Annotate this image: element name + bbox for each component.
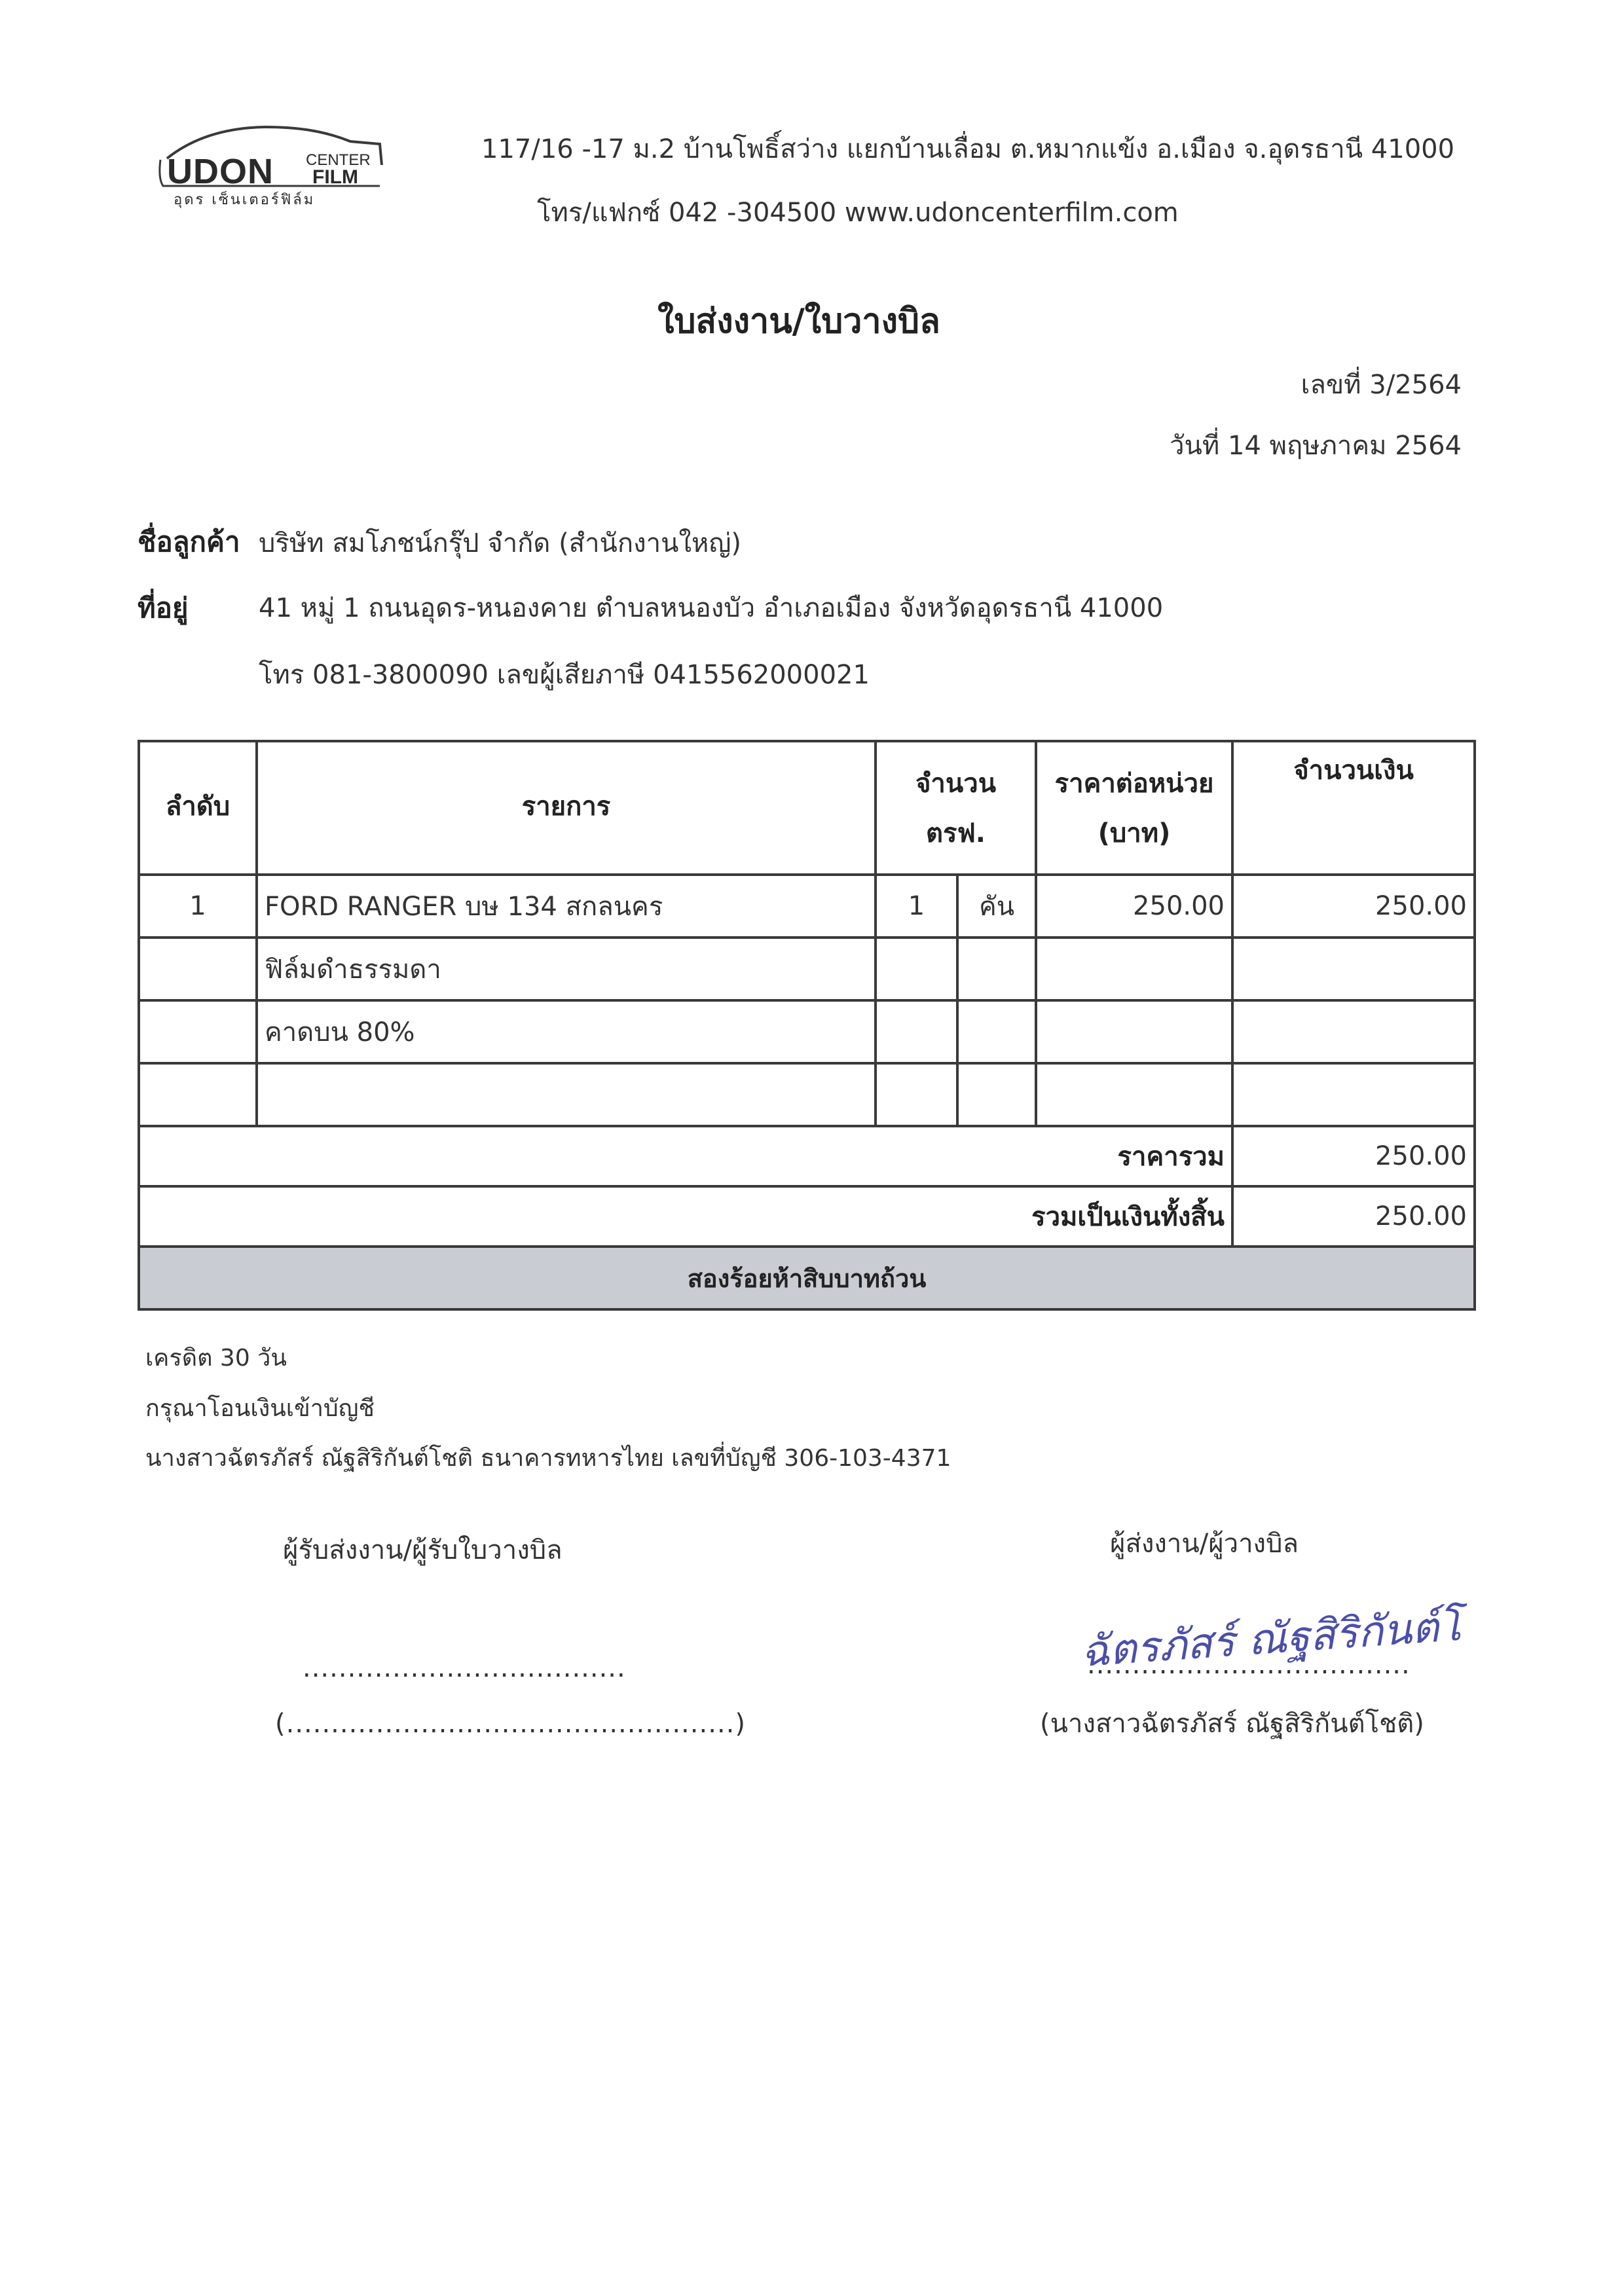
row-item — [257, 1063, 876, 1126]
credit-note: เครดิต 30 วัน — [145, 1345, 287, 1372]
row-unit — [957, 1000, 1036, 1063]
header-item: รายการ — [257, 741, 876, 875]
receiver-caption: ผู้รับส่งงาน/ผู้รับใบวางบิล — [283, 1535, 563, 1565]
header-qty-bottom: ตรฟ. — [876, 808, 1036, 875]
total-value: 250.00 — [1232, 1186, 1475, 1247]
row-qty: 1 — [876, 875, 957, 938]
amount-in-words-row — [139, 1247, 1475, 1309]
table-header-row — [139, 741, 1475, 808]
logo-center-text: CENTER — [306, 151, 371, 169]
row-amount — [1232, 1063, 1475, 1126]
logo-film-text: FILM — [312, 166, 358, 188]
row-qty — [876, 1000, 957, 1063]
row-price — [1036, 1000, 1232, 1063]
header-price-bottom: (บาท) — [1036, 808, 1232, 875]
document-date: วันที่ 14 พฤษภาคม 2564 — [1170, 431, 1462, 461]
row-price: 250.00 — [1036, 875, 1232, 938]
document-title: ใบส่งงาน/ใบวางบิล — [657, 302, 940, 341]
logo-udon-text: UDON — [167, 152, 274, 191]
row-item: ฟิล์มดำธรรมดา — [257, 938, 876, 1000]
subtotal-row — [139, 1126, 1475, 1186]
company-address: 117/16 -17 ม.2 บ้านโพธิ์สว่าง แยกบ้านเลื่อม ต.หมากแข้ง อ.เมือง จ.อุดรธานี 41000 — [481, 134, 1455, 164]
subtotal-value: 250.00 — [1232, 1126, 1475, 1186]
transfer-note: กรุณาโอนเงินเข้าบัญชี — [145, 1395, 375, 1422]
row-amount: 250.00 — [1232, 875, 1475, 938]
bank-account-note: นางสาวฉัตรภัสร์ ณัฐสิริกันต์โชติ ธนาคารทหารไทย เลขที่บัญชี 306-103-4371 — [145, 1445, 951, 1472]
header-no: ลำดับ — [139, 741, 257, 875]
sender-caption: ผู้ส่งงาน/ผู้วางบิล — [1110, 1529, 1299, 1559]
row-price — [1036, 938, 1232, 1000]
total-row — [139, 1186, 1475, 1247]
customer-contact: โทร 081-3800090 เลขผู้เสียภาษี 0415562000021 — [259, 660, 870, 690]
sender-name: (นางสาวฉัตรภัสร์ ณัฐสิริกันต์โชติ) — [1040, 1709, 1424, 1739]
subtotal-label: ราคารวม — [139, 1126, 1232, 1186]
row-no: 1 — [139, 875, 257, 938]
row-amount — [1232, 938, 1475, 1000]
customer-name-label: ชื่อลูกค้า — [138, 526, 240, 558]
row-no — [139, 1063, 257, 1126]
company-contact: โทร/แฟกซ์ 042 -304500 www.udoncenterfilm.com — [537, 198, 1179, 228]
row-price — [1036, 1063, 1232, 1126]
row-unit: คัน — [957, 875, 1036, 938]
sender-signature-line: .................................... — [1087, 1650, 1411, 1680]
signature-text: ฉัตรภัสร์ ณัฐสิริกันต์โชติ — [1079, 1597, 1467, 1677]
row-unit — [957, 938, 1036, 1000]
items-table — [138, 740, 1476, 1311]
row-qty — [876, 938, 957, 1000]
document-number: เลขที่ 3/2564 — [1301, 370, 1462, 400]
table-row — [139, 938, 1475, 1000]
header-amount: จำนวนเงิน — [1232, 741, 1475, 875]
row-qty — [876, 1063, 957, 1126]
company-logo — [154, 118, 390, 210]
table-row — [139, 875, 1475, 938]
car-logo-icon — [154, 118, 390, 210]
header-price-top: ราคาต่อหน่วย — [1036, 741, 1232, 808]
table-row — [139, 1000, 1475, 1063]
row-item: คาดบน 80% — [257, 1000, 876, 1063]
customer-address-label: ที่อยู่ — [138, 592, 189, 624]
header-qty-top: จำนวน — [876, 741, 1036, 808]
logo-thai-text: อุดร เซ็นเตอร์ฟิล์ม — [174, 192, 316, 208]
row-item: FORD RANGER บษ 134 สกลนคร — [257, 875, 876, 938]
customer-address: 41 หมู่ 1 ถนนอุดร-หนองคาย ตำบลหนองบัว อำเภอเมือง จังหวัดอุดรธานี 41000 — [259, 593, 1164, 623]
receiver-signature-line: .................................... — [303, 1653, 626, 1683]
amount-in-words: สองร้อยห้าสิบบาทถ้วน — [139, 1247, 1475, 1309]
row-no — [139, 1000, 257, 1063]
row-unit — [957, 1063, 1036, 1126]
table-row — [139, 1063, 1475, 1126]
row-amount — [1232, 1000, 1475, 1063]
row-no — [139, 938, 257, 1000]
total-label: รวมเป็นเงินทั้งสิ้น — [139, 1186, 1232, 1247]
receiver-name-line: (..................................................) — [275, 1709, 746, 1739]
customer-name: บริษัท สมโภชน์กรุ๊ป จำกัด (สำนักงานใหญ่) — [259, 528, 742, 558]
